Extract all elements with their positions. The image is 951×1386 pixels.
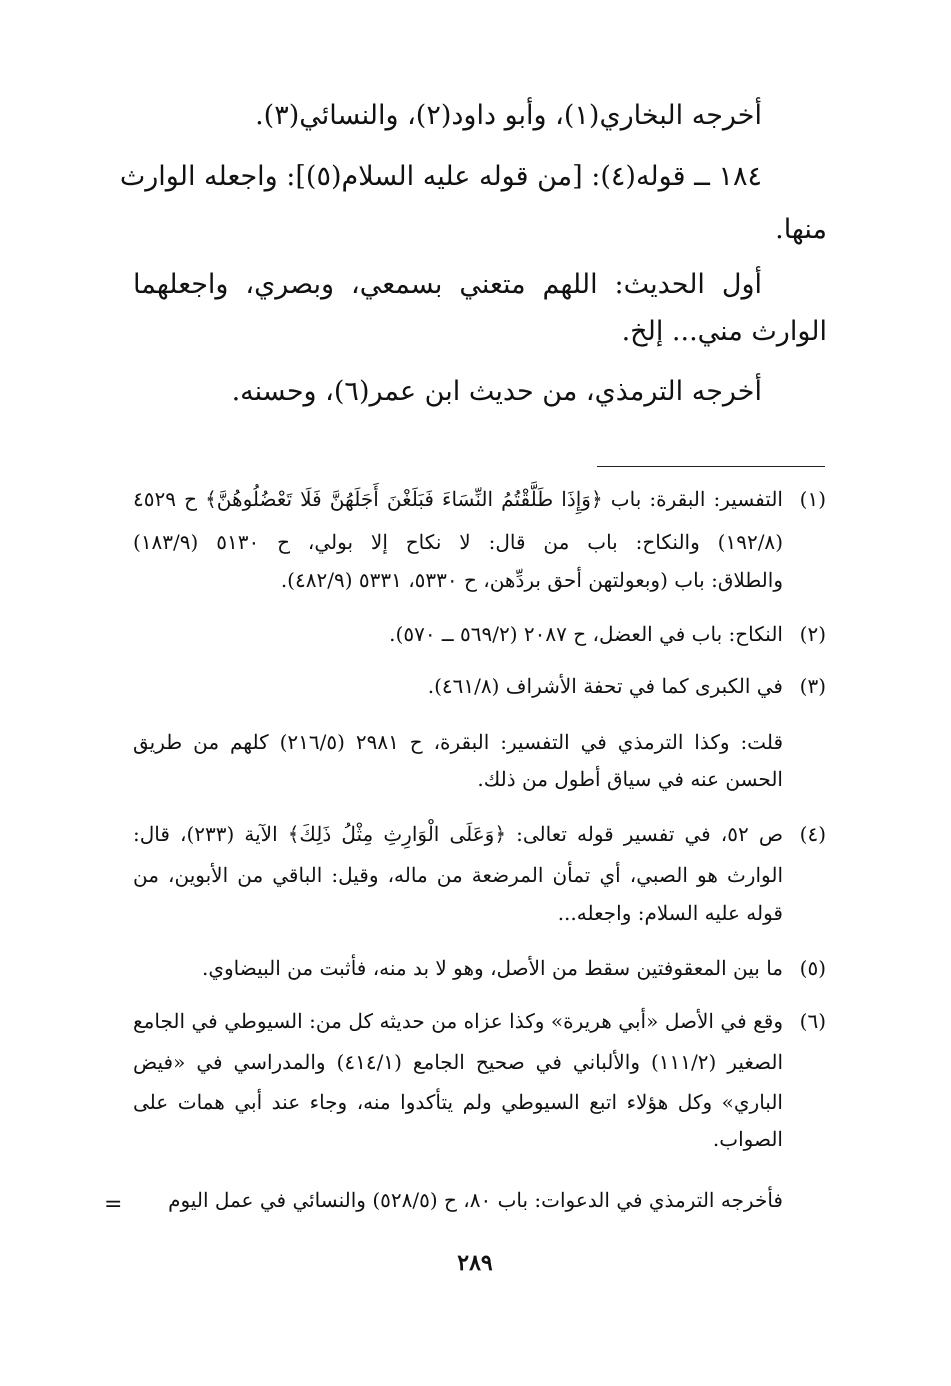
main-line-5: الوارث مني... إلخ.	[621, 316, 827, 347]
footnote-5-line-1: ما بين المعقوفتين سقط من الأصل، وهو لا بد منه، فأثبت من البيضاوي.	[201, 956, 783, 980]
continuation-line: فأخرجه الترمذي في الدعوات: باب ٨٠، ح (٥٢٨/٥) والنسائي في عمل اليوم	[168, 1188, 783, 1212]
footnote-6-line-4: الصواب.	[712, 1127, 783, 1151]
footnote-1-line-3: والطلاق: باب (وبعولتهن أحق بردِّهن، ح ٥٣٣٠، ٥٣٣١ (٤٨٢/٩).	[280, 568, 783, 592]
footnote-number-2: (٢)	[799, 622, 826, 646]
footnote-number-6: (٦)	[799, 1009, 826, 1033]
footnote-number-4: (٤)	[799, 822, 826, 846]
footnote-6-line-2: الصغير (١١١/٢) والألباني في صحيح الجامع (٤١٤/١) والمدراسي في «فيض	[133, 1050, 784, 1074]
footnote-1-line-1: التفسير: البقرة: باب ﴿وَإِذَا طَلَّقْتُمُ النِّسَاءَ فَبَلَغْنَ أَجَلَهُنَّ فَلَا تَعْضُلُوهُنَّ﴾ ح ٤٥٢٩	[133, 487, 783, 511]
footnote-3-line-1: في الكبرى كما في تحفة الأشراف (٤٦١/٨).	[427, 674, 783, 698]
continuation-mark: =	[104, 1192, 123, 1217]
main-line-2: ١٨٤ ــ قوله(٤): [من قوله عليه السلام(٥)]: واجعله الوارث	[119, 161, 762, 192]
main-line-6: أخرجه الترمذي، من حديث ابن عمر(٦)، وحسنه.	[231, 376, 762, 407]
footnote-1-line-2: (١٩٢/٨) والنكاح: باب من قال: لا نكاح إلا بولي، ح ٥١٣٠ (١٨٣/٩)	[133, 530, 783, 554]
footnote-4-line-2: الوارث هو الصبي، أي تمأن المرضعة من ماله، وقيل: الباقي من الأبوين، من	[133, 863, 783, 887]
footnote-2-line-1: النكاح: باب في العضل، ح ٢٠٨٧ (٥٦٩/٢ ــ ٥٧٠).	[389, 622, 783, 646]
remark-line-2: الحسن عنه في سياق أطول من ذلك.	[477, 767, 783, 791]
main-line-1: أخرجه البخاري(١)، وأبو داود(٢)، والنسائي(٣).	[255, 100, 762, 131]
footnote-number-3: (٣)	[799, 674, 826, 698]
footnote-4-line-3: قوله عليه السلام: واجعله...	[557, 901, 783, 925]
footnote-6-line-3: الباري» وكل هؤلاء اتبع السيوطي ولم يتأكدوا منه، وجاء عند أبي همات على	[133, 1090, 783, 1114]
footnote-6-line-1: وقع في الأصل «أبي هريرة» وكذا عزاه من حديثه كل من: السيوطي في الجامع	[133, 1009, 783, 1033]
page-number: ٢٨٩	[457, 1250, 493, 1276]
footnote-number-1: (١)	[799, 487, 826, 511]
main-line-4: أول الحديث: اللهم متعني بسمعي، وبصري، واجعلهما	[133, 269, 762, 300]
footnote-separator	[597, 466, 825, 467]
footnote-number-5: (٥)	[799, 956, 826, 980]
footnote-4-line-1: ص ٥٢، في تفسير قوله تعالى: ﴿وَعَلَى الْوَارِثِ مِثْلُ ذَلِكَ﴾ الآية (٢٣٣)، قال:	[133, 822, 783, 846]
remark-line-1: قلت: وكذا الترمذي في التفسير: البقرة، ح ٢٩٨١ (٢١٦/٥) كلهم من طريق	[133, 730, 784, 754]
main-line-3: منها.	[775, 214, 827, 245]
